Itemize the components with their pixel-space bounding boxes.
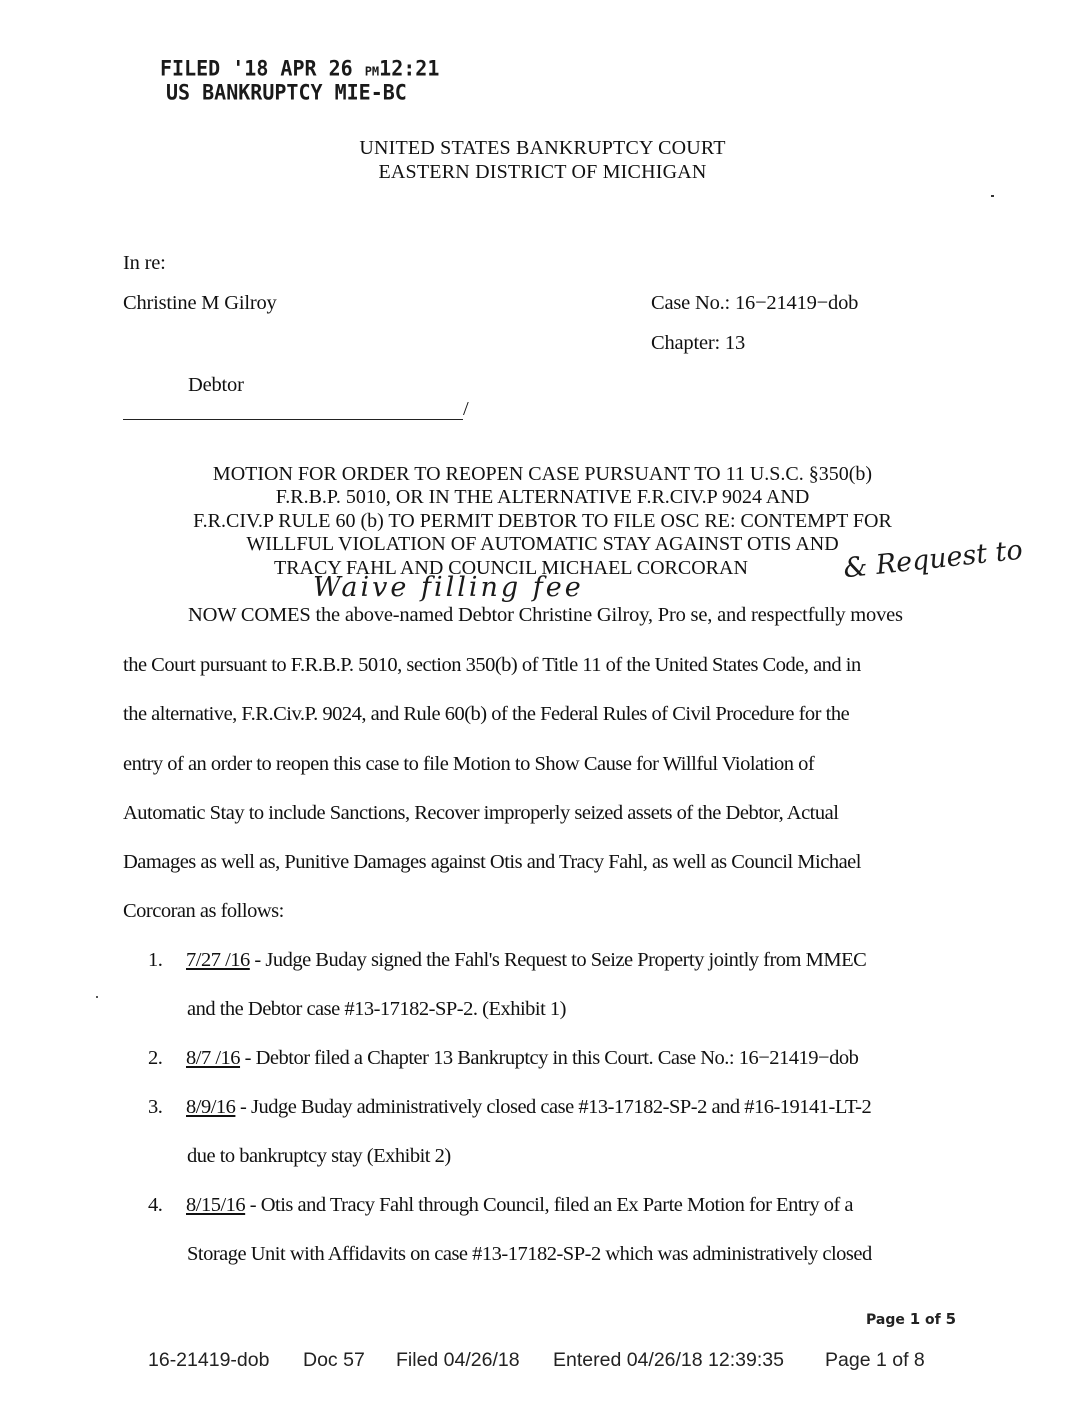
handwritten-annotation-waive-fee: Waive filling fee [313, 572, 584, 603]
list-number: 1. [148, 949, 163, 971]
stamp-time: 12:21 [379, 55, 440, 81]
list-date: 8/9/16 [186, 1096, 236, 1118]
list-date: 8/15/16 [186, 1194, 246, 1216]
page-number-middle: of [920, 1312, 946, 1328]
stamp-pm: PM [364, 63, 380, 79]
case-number: Case No.: 16−21419−dob [651, 292, 859, 314]
scan-mark [96, 996, 98, 998]
filing-stamp-line2: US BANKRUPTCY MIE-BC [166, 79, 407, 105]
footer-case: 16-21419-dob [148, 1349, 270, 1371]
list-number: 2. [148, 1047, 163, 1069]
list-item [148, 1047, 858, 1070]
handwritten-annotation-request: & Request to [841, 534, 1025, 585]
motion-title-line: MOTION FOR ORDER TO REOPEN CASE PURSUANT TO 11 U.S.C. §350(b) [212, 463, 873, 485]
list-item [148, 1194, 853, 1217]
filing-stamp-line1 [160, 55, 439, 80]
page-number-prefix: Page [866, 1312, 910, 1328]
court-district: EASTERN DISTRICT OF MICHIGAN [378, 161, 707, 183]
motion-title-line: F.R.CIV.P RULE 60 (b) TO PERMIT DEBTOR TO FILE OSC RE: CONTEMPT FOR [193, 510, 892, 532]
list-number: 3. [148, 1096, 163, 1118]
list-date: 8/7 /16 [186, 1047, 241, 1069]
in-re-label: In re: [123, 252, 166, 274]
motion-title-line: F.R.B.P. 5010, OR IN THE ALTERNATIVE F.R.CIV.P 9024 AND [275, 486, 810, 508]
motion-title-line: TRACY FAHL AND COUNCIL MICHAEL CORCORAN [274, 557, 748, 579]
debtor-label: Debtor [188, 374, 244, 396]
body-line: entry of an order to reopen this case to file Motion to Show Cause for Willful Violation of [123, 753, 815, 775]
list-item-continuation: due to bankruptcy stay (Exhibit 2) [187, 1145, 451, 1167]
body-line: the alternative, F.R.Civ.P. 9024, and Rule 60(b) of the Federal Rules of Civil Procedure for the [123, 703, 850, 725]
list-text: - Debtor filed a Chapter 13 Bankruptcy in this Court. Case No.: 16−21419−dob [240, 1047, 859, 1069]
footer-doc: Doc 57 [303, 1349, 365, 1371]
body-line: Automatic Stay to include Sanctions, Recover improperly seized assets of the Debtor, Actual [123, 802, 839, 824]
chapter: Chapter: 13 [651, 332, 746, 354]
page-number-current: 1 [909, 1310, 921, 1328]
caption-rule [123, 419, 463, 420]
body-line: Corcoran as follows: [123, 900, 284, 922]
list-item [148, 1096, 871, 1119]
body-line: NOW COMES the above-named Debtor Christine Gilroy, Pro se, and respectfully moves [188, 604, 903, 626]
list-item-continuation: and the Debtor case #13-17182-SP-2. (Exhibit 1) [187, 998, 567, 1020]
list-text: - Judge Buday signed the Fahl's Request to Seize Property jointly from MMEC [249, 949, 867, 971]
footer-entered: Entered 04/26/18 12:39:35 [553, 1349, 784, 1371]
page-number [866, 1310, 956, 1328]
page-number-total: 5 [945, 1310, 957, 1328]
list-item-continuation: Storage Unit with Affidavits on case #13-17182-SP-2 which was administratively closed [187, 1243, 872, 1265]
body-line: Damages as well as, Punitive Damages against Otis and Tracy Fahl, as well as Council Michael [123, 851, 861, 873]
motion-title-line: WILLFUL VIOLATION OF AUTOMATIC STAY AGAINST OTIS AND [246, 533, 839, 555]
footer-filed: Filed 04/26/18 [396, 1349, 520, 1371]
caption-slash: / [463, 398, 469, 420]
body-line: the Court pursuant to F.R.B.P. 5010, section 350(b) of Title 11 of the United States Code, and in [123, 654, 861, 676]
scan-mark [991, 195, 994, 197]
court-name: UNITED STATES BANKRUPTCY COURT [359, 137, 726, 159]
footer-page: Page 1 of 8 [825, 1349, 925, 1371]
list-date: 7/27 /16 [186, 949, 250, 971]
debtor-name: Christine M Gilroy [123, 292, 277, 314]
list-item [148, 949, 866, 972]
list-text: - Otis and Tracy Fahl through Council, filed an Ex Parte Motion for Entry of a [245, 1194, 854, 1216]
list-number: 4. [148, 1194, 163, 1216]
list-text: - Judge Buday administratively closed case #13-17182-SP-2 and #16-19141-LT-2 [235, 1096, 872, 1118]
stamp-date: FILED '18 APR 26 [160, 55, 365, 81]
